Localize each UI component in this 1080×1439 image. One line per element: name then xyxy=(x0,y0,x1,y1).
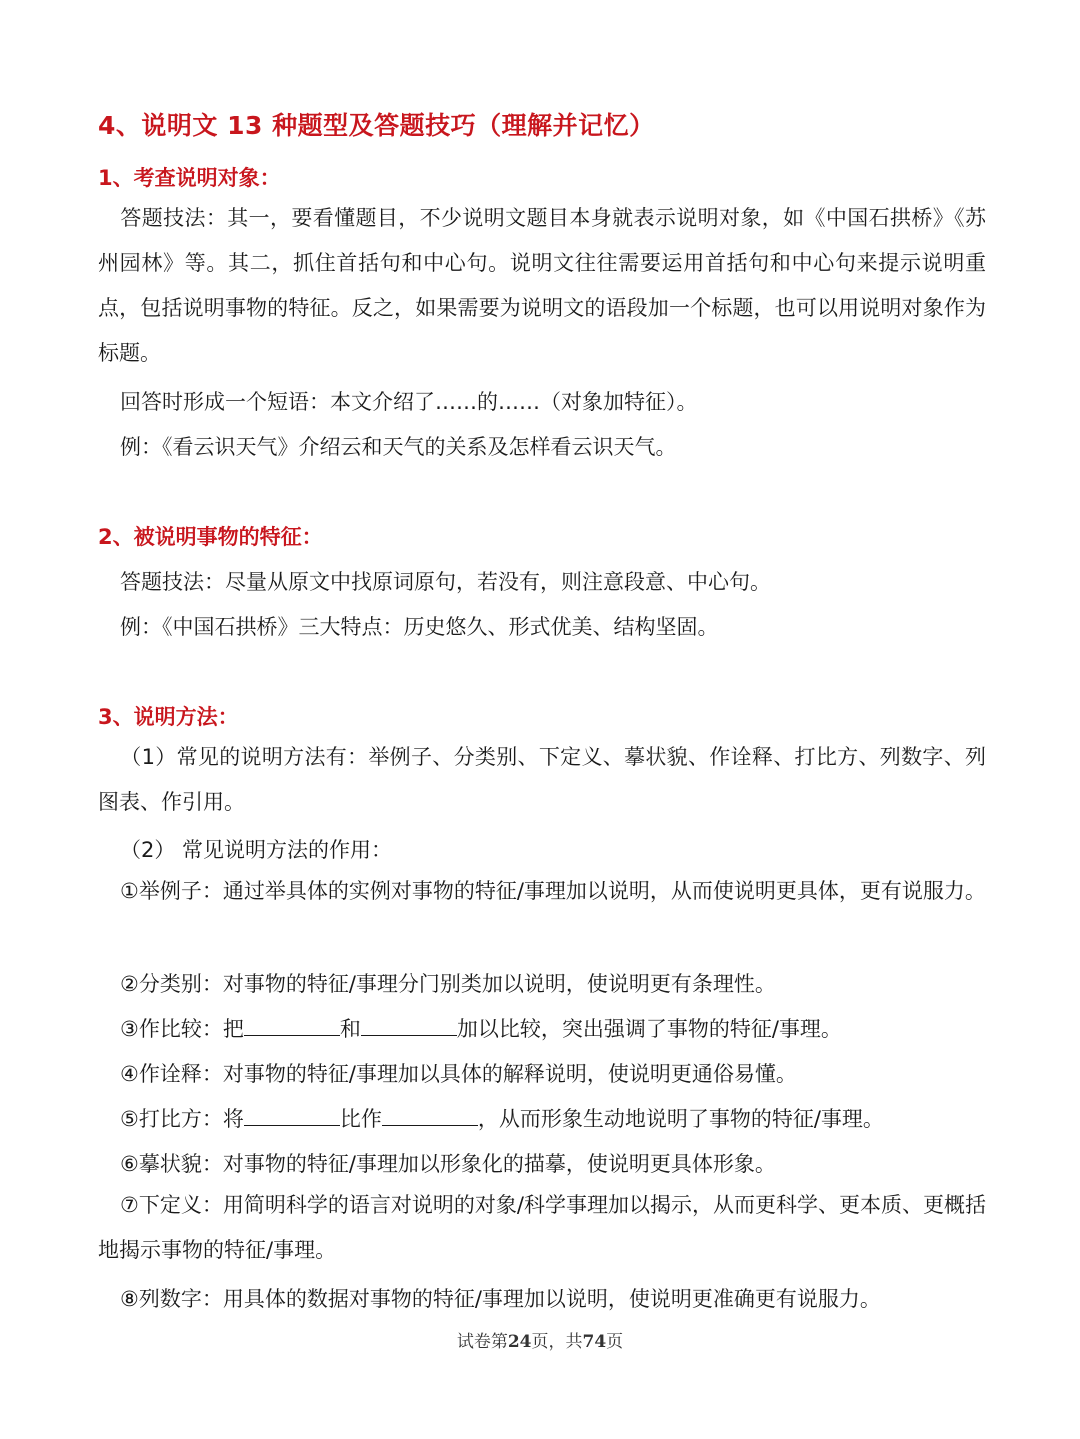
section-1-example: 例：《看云识天气》介绍云和天气的关系及怎样看云识天气。 xyxy=(120,435,677,459)
method-metaphor-suffix: ，从而形象生动地说明了事物的特征/事理。 xyxy=(477,1107,884,1131)
method-comparison-mid: 和 xyxy=(339,1017,361,1041)
fill-blank xyxy=(244,1017,340,1036)
footer-page-number: 24 xyxy=(507,1332,532,1352)
page-footer xyxy=(0,1327,1080,1352)
method-metaphor-prefix: ⑤打比方：将 xyxy=(120,1107,244,1131)
footer-prefix: 试卷第 xyxy=(456,1332,508,1352)
section-2-technique: 答题技法：尽量从原文中找原词原句，若没有，则注意段意、中心句。 xyxy=(120,570,771,594)
footer-total-pages: 74 xyxy=(582,1332,607,1352)
method-comparison-prefix: ③作比较：把 xyxy=(120,1017,244,1041)
section-1-paragraph xyxy=(98,196,986,376)
footer-mid: 页，共 xyxy=(531,1332,583,1352)
method-classification: ②分类别：对事物的特征/事理分门别类加以说明，使说明更有条理性。 xyxy=(120,972,776,996)
page-title: 4、说明文 13 种题型及答题技巧（理解并记忆） xyxy=(98,111,655,140)
method-definition-text: ⑦下定义：用简明科学的语言对说明的对象/科学事理加以揭示，从而更科学、更本质、更概括地揭示事物的特征/事理。 xyxy=(98,1193,986,1262)
section-3-heading: 3、说明方法： xyxy=(98,705,239,729)
section-2-example: 例：《中国石拱桥》三大特点：历史悠久、形式优美、结构坚固。 xyxy=(120,615,719,639)
method-description: ⑥摹状貌：对事物的特征/事理加以形象化的描摹，使说明更具体形象。 xyxy=(120,1152,776,1176)
section-3-item-1-text: （1）常见的说明方法有：举例子、分类别、下定义、摹状貌、作诠释、打比方、列数字、列图表、作引用。 xyxy=(98,745,986,814)
section-1-paragraph-text: 答题技法：其一，要看懂题目，不少说明文题目本身就表示说明对象，如《中国石拱桥》《苏州园林》等。其二，抓住首括句和中心句。说明文往往需要运用首括句和中心句来提示说明重点，包括说明事物的特征。反之，如果需要为说明文的语段加一个标题，也可以用说明对象作为标题。 xyxy=(98,206,986,365)
footer-suffix: 页 xyxy=(606,1332,624,1352)
method-comparison-suffix: 加以比较，突出强调了事物的特征/事理。 xyxy=(456,1017,842,1041)
section-3-item-1 xyxy=(98,735,986,825)
method-explanation: ④作诠释：对事物的特征/事理加以具体的解释说明，使说明更通俗易懂。 xyxy=(120,1062,797,1086)
method-definition xyxy=(98,1183,986,1273)
method-comparison xyxy=(120,1013,842,1043)
method-metaphor xyxy=(120,1103,884,1133)
method-example xyxy=(98,869,986,914)
section-1-heading: 1、考查说明对象： xyxy=(98,166,281,190)
section-2-heading: 2、被说明事物的特征： xyxy=(98,525,323,549)
fill-blank xyxy=(382,1107,478,1126)
fill-blank xyxy=(244,1107,340,1126)
method-example-text: ①举例子：通过举具体的实例对事物的特征/事理加以说明，从而使说明更具体，更有说服力。 xyxy=(120,879,986,903)
method-numbers: ⑧列数字：用具体的数据对事物的特征/事理加以说明，使说明更准确更有说服力。 xyxy=(120,1287,881,1311)
section-3-item-2: （2） 常见说明方法的作用： xyxy=(120,838,393,862)
method-metaphor-mid: 比作 xyxy=(339,1107,382,1131)
fill-blank xyxy=(361,1017,457,1036)
section-1-answer-form: 回答时形成一个短语：本文介绍了……的……（对象加特征）。 xyxy=(120,390,698,414)
